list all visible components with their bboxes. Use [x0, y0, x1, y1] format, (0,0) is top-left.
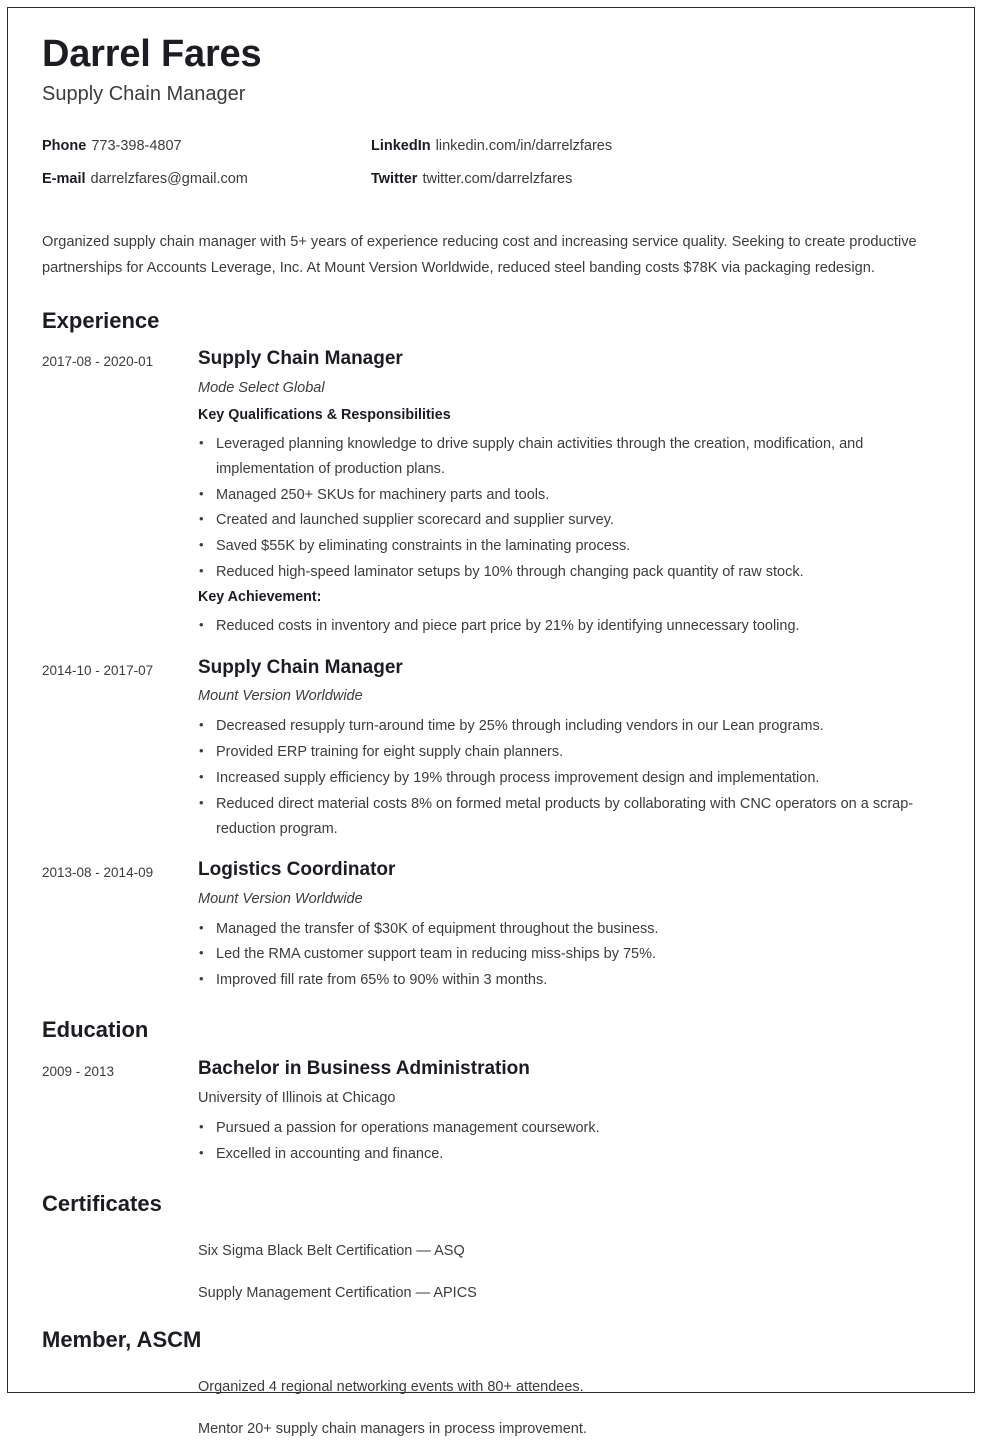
- contact-linkedin-label: LinkedIn: [371, 137, 431, 154]
- experience-entry: [42, 657, 960, 844]
- entry-bullet-list: [198, 614, 943, 639]
- contact-phone-label: Phone: [42, 137, 87, 154]
- entry-subheading: Key Achievement:: [198, 589, 322, 606]
- candidate-name: Darrel Fares: [42, 33, 262, 75]
- list-item: • Provided ERP training for eight supply chain planners.: [198, 740, 943, 765]
- contact-grid: [42, 138, 960, 204]
- contact-email[interactable]: [42, 171, 248, 187]
- education-entry: [42, 1058, 960, 1169]
- entry-date: 2017-08 - 2020-01: [42, 354, 154, 370]
- list-item: • Pursued a passion for operations management coursework.: [198, 1116, 943, 1141]
- contact-twitter[interactable]: [371, 171, 572, 187]
- list-item: • Reduced direct material costs 8% on formed metal products by collaborating with CNC operators on a scrap-reduction program.: [198, 792, 943, 842]
- professional-summary: Organized supply chain manager with 5+ years of experience reducing cost and increasing service quality. Seeking to create productive partnerships for Accounts Leverage, Inc. At Mount Version Worldwide, reduced steel banding costs $78K via packaging redesign.: [42, 233, 917, 276]
- entry-organization: University of Illinois at Chicago: [198, 1089, 396, 1106]
- contact-row: [42, 171, 960, 204]
- membership-heading: Member, ASCM: [42, 1326, 202, 1352]
- entry-bullet-list: [198, 1116, 943, 1167]
- section-certificates: [42, 1191, 960, 1305]
- membership-list: [198, 1367, 943, 1440]
- list-item: • Led the RMA customer support team in reducing miss-ships by 75%.: [198, 942, 943, 967]
- contact-email-value[interactable]: darrelzfares@gmail.com: [90, 170, 248, 187]
- certificates-list: [198, 1231, 943, 1305]
- entry-date: 2014-10 - 2017-07: [42, 662, 154, 678]
- list-item: • Reduced costs in inventory and piece part price by 21% by identifying unnecessary tooling.: [198, 614, 943, 639]
- entry-organization: Mount Version Worldwide: [198, 891, 363, 908]
- contact-phone-value: 773-398-4807: [91, 137, 182, 154]
- list-item: • Leveraged planning knowledge to drive supply chain activities through the creation, modification, and implementation of production plans.: [198, 432, 943, 482]
- contact-twitter-label: Twitter: [371, 170, 418, 187]
- list-item: • Reduced high-speed laminator setups by 10% through changing pack quantity of raw stock.: [198, 560, 943, 585]
- entry-bullet-list: [198, 432, 943, 586]
- list-item: • Excelled in accounting and finance.: [198, 1142, 943, 1167]
- contact-linkedin[interactable]: [371, 138, 612, 154]
- candidate-job-title: Supply Chain Manager: [42, 82, 246, 105]
- list-item: • Improved fill rate from 65% to 90% within 3 months.: [198, 968, 943, 993]
- list-item: Organized 4 regional networking events with 80+ attendees.: [198, 1378, 584, 1395]
- education-heading: Education: [42, 1017, 149, 1043]
- entry-subheading: Key Qualifications & Responsibilities: [198, 407, 451, 424]
- list-item: • Managed the transfer of $30K of equipment throughout the business.: [198, 917, 943, 942]
- entry-bullet-list: [198, 917, 943, 994]
- list-item: • Increased supply efficiency by 19% through process improvement design and implementation.: [198, 766, 943, 791]
- entry-title: Supply Chain Manager: [198, 348, 403, 370]
- entry-organization: Mount Version Worldwide: [198, 688, 363, 705]
- contact-linkedin-value[interactable]: linkedin.com/in/darrelzfares: [435, 137, 613, 154]
- list-item: • Managed 250+ SKUs for machinery parts and tools.: [198, 483, 943, 508]
- contact-email-label: E-mail: [42, 170, 86, 187]
- experience-entry: [42, 348, 960, 641]
- list-item: • Created and launched supplier scorecard and supplier survey.: [198, 508, 943, 533]
- entry-title: Logistics Coordinator: [198, 859, 396, 881]
- list-item: • Decreased resupply turn-around time by 25% through including vendors in our Lean programs.: [198, 714, 943, 739]
- section-experience: [42, 308, 960, 996]
- entry-body: [198, 348, 943, 641]
- list-item: Six Sigma Black Belt Certification — ASQ: [198, 1243, 465, 1260]
- certificates-heading: Certificates: [42, 1190, 162, 1216]
- entry-date: 2009 - 2013: [42, 1063, 115, 1079]
- list-item: Supply Management Certification — APICS: [198, 1284, 477, 1301]
- entry-date: 2013-08 - 2014-09: [42, 865, 154, 881]
- entry-bullet-list: [198, 714, 943, 842]
- contact-twitter-value[interactable]: twitter.com/darrelzfares: [422, 170, 573, 187]
- resume-header: [42, 34, 960, 282]
- entry-body: [198, 1058, 943, 1169]
- section-membership: [42, 1327, 960, 1440]
- entry-title: Supply Chain Manager: [198, 656, 403, 678]
- entry-organization: Mode Select Global: [198, 379, 325, 396]
- list-item: Mentor 20+ supply chain managers in process improvement.: [198, 1420, 587, 1437]
- section-education: [42, 1017, 960, 1168]
- entry-body: [198, 859, 943, 995]
- list-item: • Saved $55K by eliminating constraints in the laminating process.: [198, 534, 943, 559]
- experience-heading: Experience: [42, 307, 160, 333]
- contact-phone: [42, 138, 182, 154]
- experience-entry: [42, 859, 960, 995]
- entry-title: Bachelor in Business Administration: [198, 1057, 530, 1079]
- entry-body: [198, 657, 943, 844]
- contact-row: [42, 138, 960, 171]
